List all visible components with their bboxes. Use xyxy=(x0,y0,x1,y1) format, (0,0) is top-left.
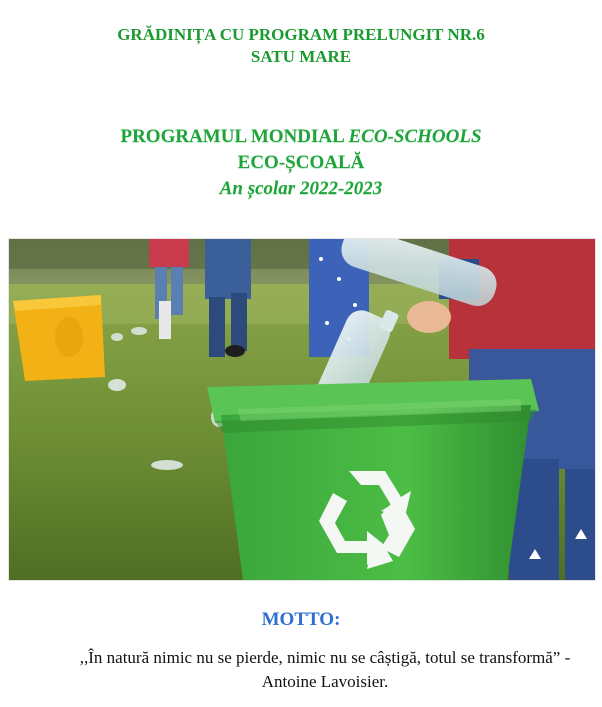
green-recycling-bin xyxy=(207,379,539,580)
motto-quote: ,,În natură nimic nu se pierde, nimic nu se câștigă, totul se transformă” - Antoine Lavoisier. xyxy=(79,648,571,691)
kindergarten-header xyxy=(0,24,602,68)
program-title-block xyxy=(0,124,602,202)
program-title-italic: ECO-SCHOOLS xyxy=(348,126,482,147)
city-name: SATU MARE xyxy=(250,47,352,66)
kindergarten-name: GRĂDINIȚA CU PROGRAM PRELUNGIT NR.6 xyxy=(117,25,485,44)
school-year: An școlar 2022-2023 xyxy=(219,178,383,199)
recycling-photo xyxy=(8,238,596,581)
program-subtitle: ECO-ȘCOALĂ xyxy=(237,152,365,173)
program-title-prefix: PROGRAMUL MONDIAL xyxy=(120,126,349,147)
program-title xyxy=(0,124,602,150)
motto-label: MOTTO: xyxy=(261,609,341,630)
yellow-bin xyxy=(13,295,105,381)
